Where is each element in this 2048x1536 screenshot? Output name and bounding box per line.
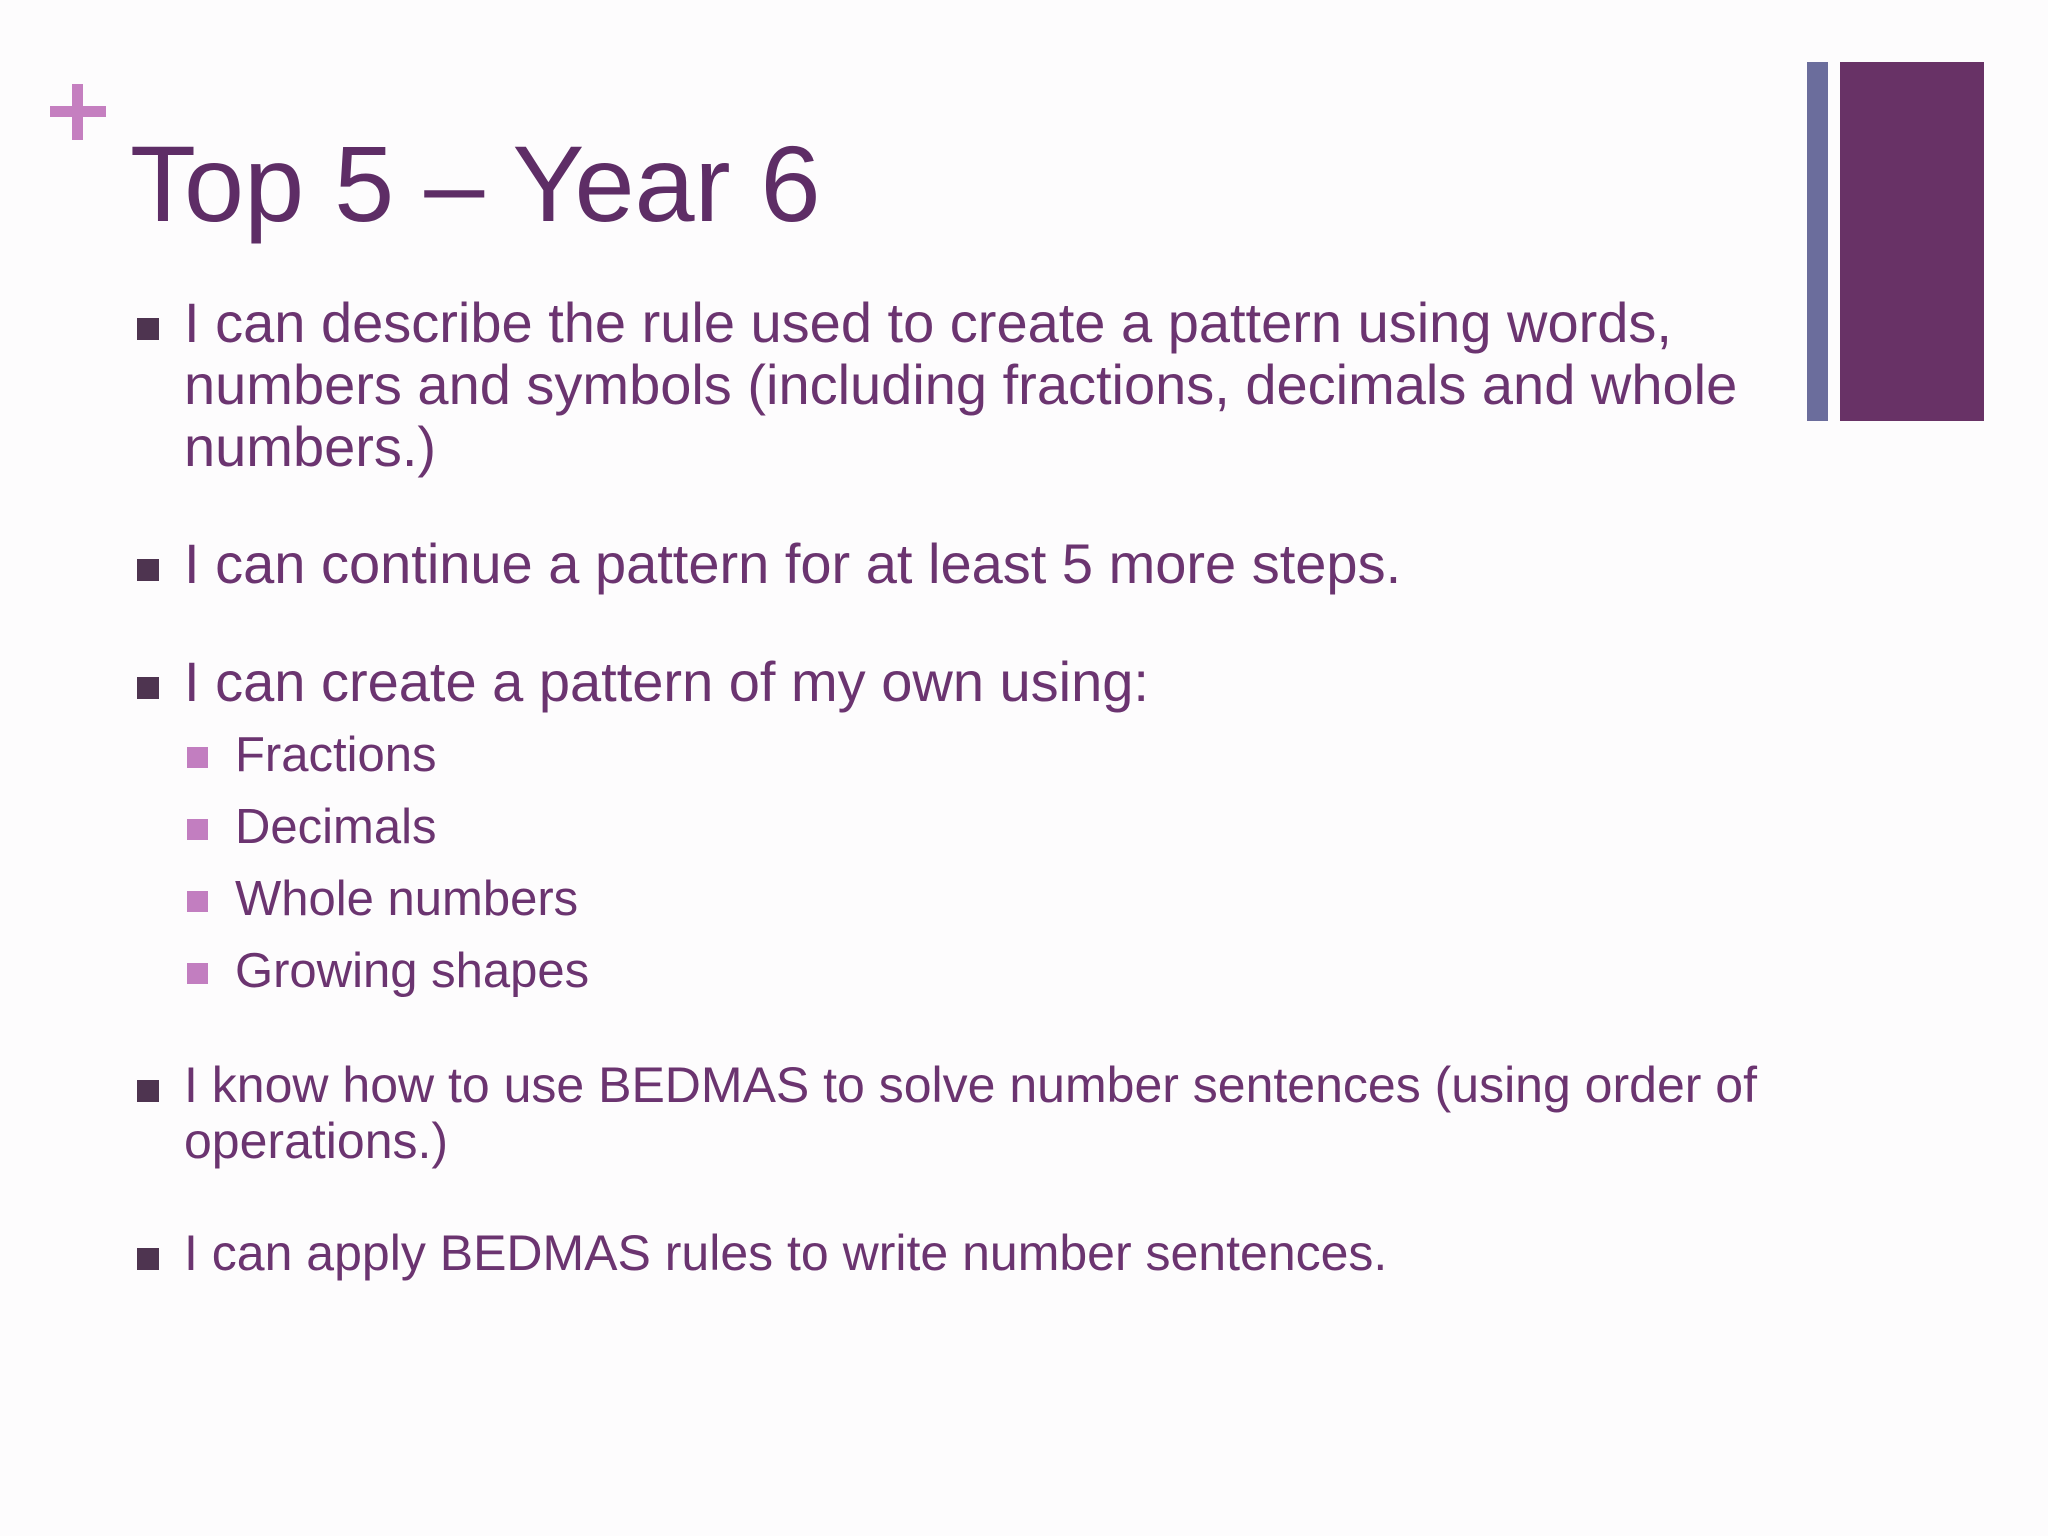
list-item-text: I can describe the rule used to create a pattern using words, numbers and symbols (including fractions, decimals and whole numbers.) [184, 291, 1738, 478]
accent-bar-thick [1840, 62, 1984, 421]
square-bullet-icon [137, 559, 159, 581]
square-bullet-icon [137, 677, 159, 699]
sub-list-item [134, 719, 1774, 791]
sub-list-item [134, 935, 1774, 1007]
sub-list-item [134, 791, 1774, 863]
list-item-text: I can apply BEDMAS rules to write number sentences. [184, 1225, 1388, 1281]
list-item-text: I can create a pattern of my own using: [184, 650, 1149, 713]
sub-list-item-text: Decimals [235, 800, 437, 854]
square-bullet-icon [187, 891, 208, 912]
square-bullet-icon [187, 819, 208, 840]
list-item-text: I know how to use BEDMAS to solve number sentences (using order of operations.) [184, 1057, 1757, 1169]
list-item [134, 1057, 1774, 1169]
bullet-list [134, 292, 1774, 1281]
plus-icon [50, 84, 106, 140]
square-bullet-icon [137, 1080, 159, 1102]
sub-list-item-text: Whole numbers [235, 872, 579, 926]
sub-list-item-text: Fractions [235, 728, 437, 782]
slide-title: Top 5 – Year 6 [130, 123, 821, 244]
square-bullet-icon [187, 747, 208, 768]
list-item [134, 1225, 1774, 1281]
list-item [134, 533, 1774, 595]
square-bullet-icon [137, 318, 159, 340]
square-bullet-icon [137, 1248, 159, 1270]
list-item [134, 651, 1774, 713]
accent-bar-thin [1807, 62, 1828, 421]
list-item [134, 292, 1774, 478]
list-item-text: I can continue a pattern for at least 5 more steps. [184, 532, 1402, 595]
square-bullet-icon [187, 963, 208, 984]
sub-list-item-text: Growing shapes [235, 944, 590, 998]
sub-list-item [134, 863, 1774, 935]
